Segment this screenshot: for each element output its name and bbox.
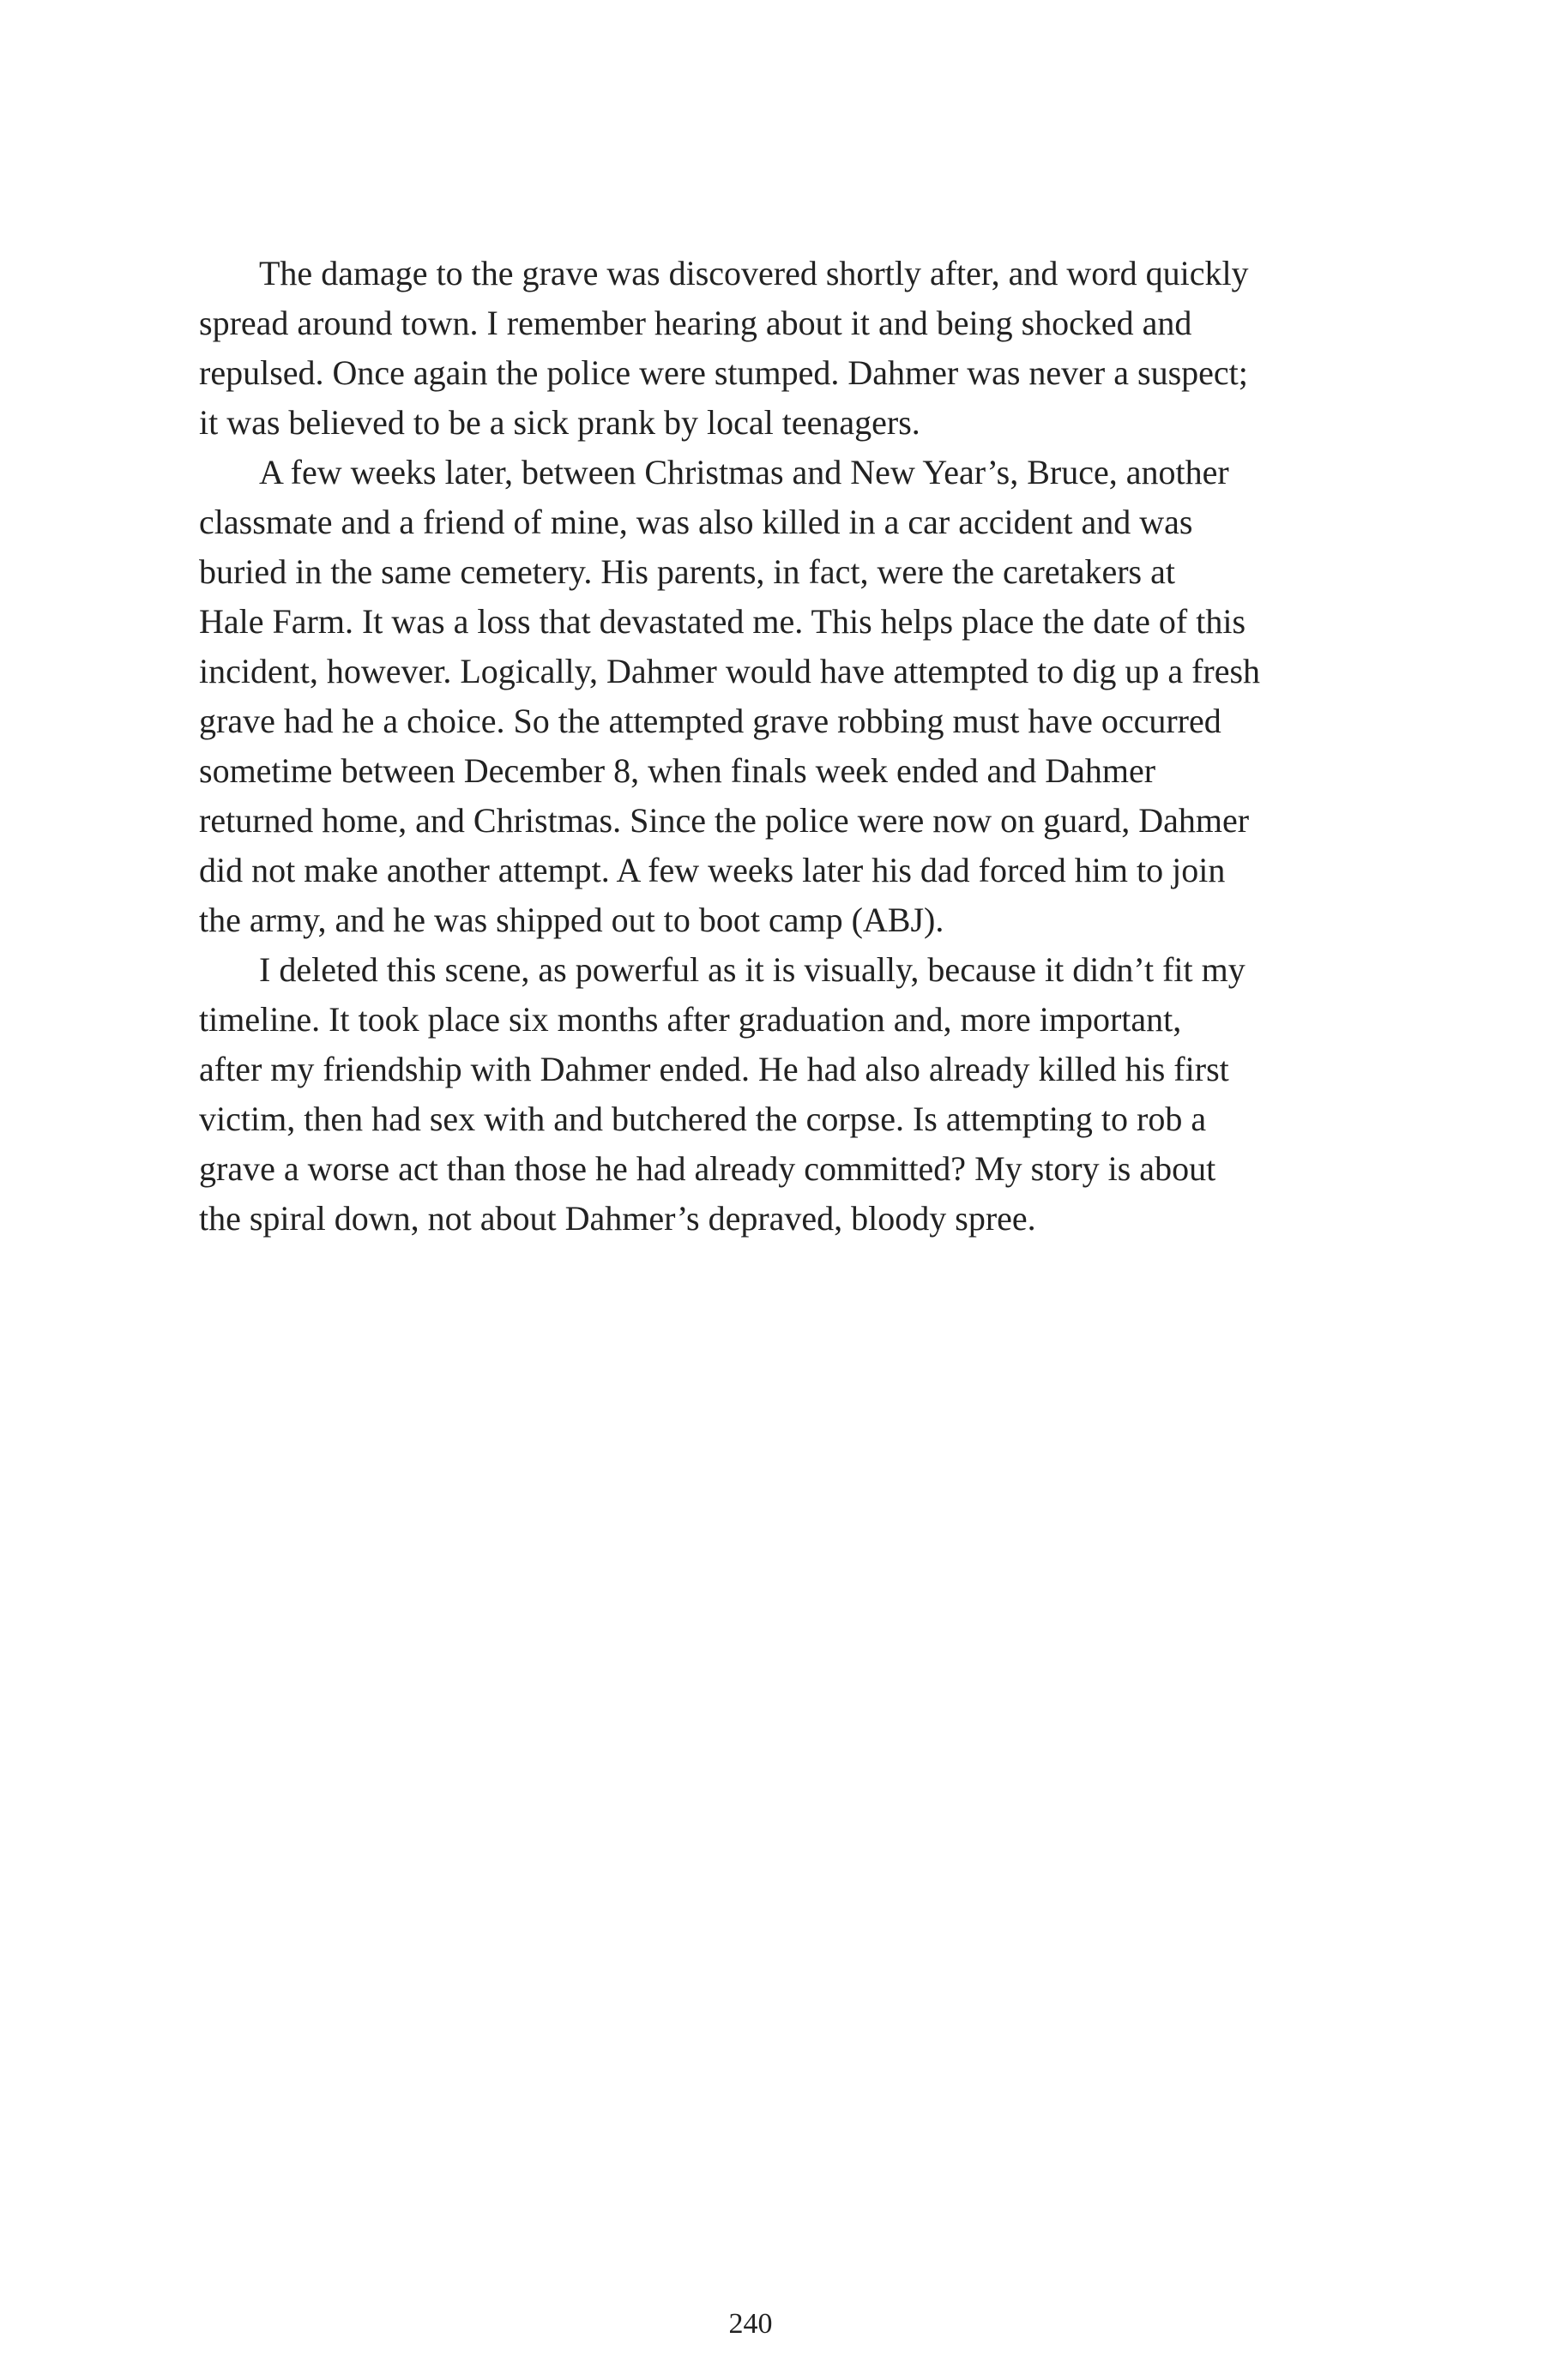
text-line: buried in the same cemetery. His parents, in fact, were the caretakers at [199,552,1175,591]
text-line: Hale Farm. It was a loss that devastated me. This helps place the date of this [199,602,1246,641]
text-line: classmate and a friend of mine, was also killed in a car accident and was [199,503,1193,541]
text-line: the army, and he was shipped out to boot camp (ABJ). [199,901,944,939]
paragraph [199,945,1400,1244]
text-line: after my friendship with Dahmer ended. He had also already killed his first [199,1050,1229,1088]
paragraph [199,249,1400,448]
page-number: 240 [728,2308,773,2340]
body-text [199,249,1400,1244]
text-line: incident, however. Logically, Dahmer would have attempted to dig up a fresh [199,652,1261,690]
text-line: I deleted this scene, as powerful as it is visually, because it didn’t fit my [259,950,1245,989]
text-line: returned home, and Christmas. Since the police were now on guard, Dahmer [199,801,1250,840]
text-line: it was believed to be a sick prank by local teenagers. [199,403,920,442]
text-line: did not make another attempt. A few weeks later his dad forced him to join [199,851,1226,889]
text-line: sometime between December 8, when finals week ended and Dahmer [199,751,1156,790]
text-line: the spiral down, not about Dahmer’s depraved, bloody spree. [199,1199,1036,1238]
text-line: The damage to the grave was discovered shortly after, and word quickly [259,254,1249,292]
text-line: repulsed. Once again the police were stumped. Dahmer was never a suspect; [199,353,1248,392]
text-line: grave had he a choice. So the attempted grave robbing must have occurred [199,702,1221,740]
text-line: spread around town. I remember hearing about it and being shocked and [199,304,1192,342]
text-line: grave a worse act than those he had already committed? My story is about [199,1149,1216,1188]
text-line: A few weeks later, between Christmas and New Year’s, Bruce, another [259,453,1229,491]
text-line: victim, then had sex with and butchered the corpse. Is attempting to rob a [199,1100,1207,1138]
text-line: timeline. It took place six months after graduation and, more important, [199,1000,1182,1039]
paragraph [199,448,1400,945]
